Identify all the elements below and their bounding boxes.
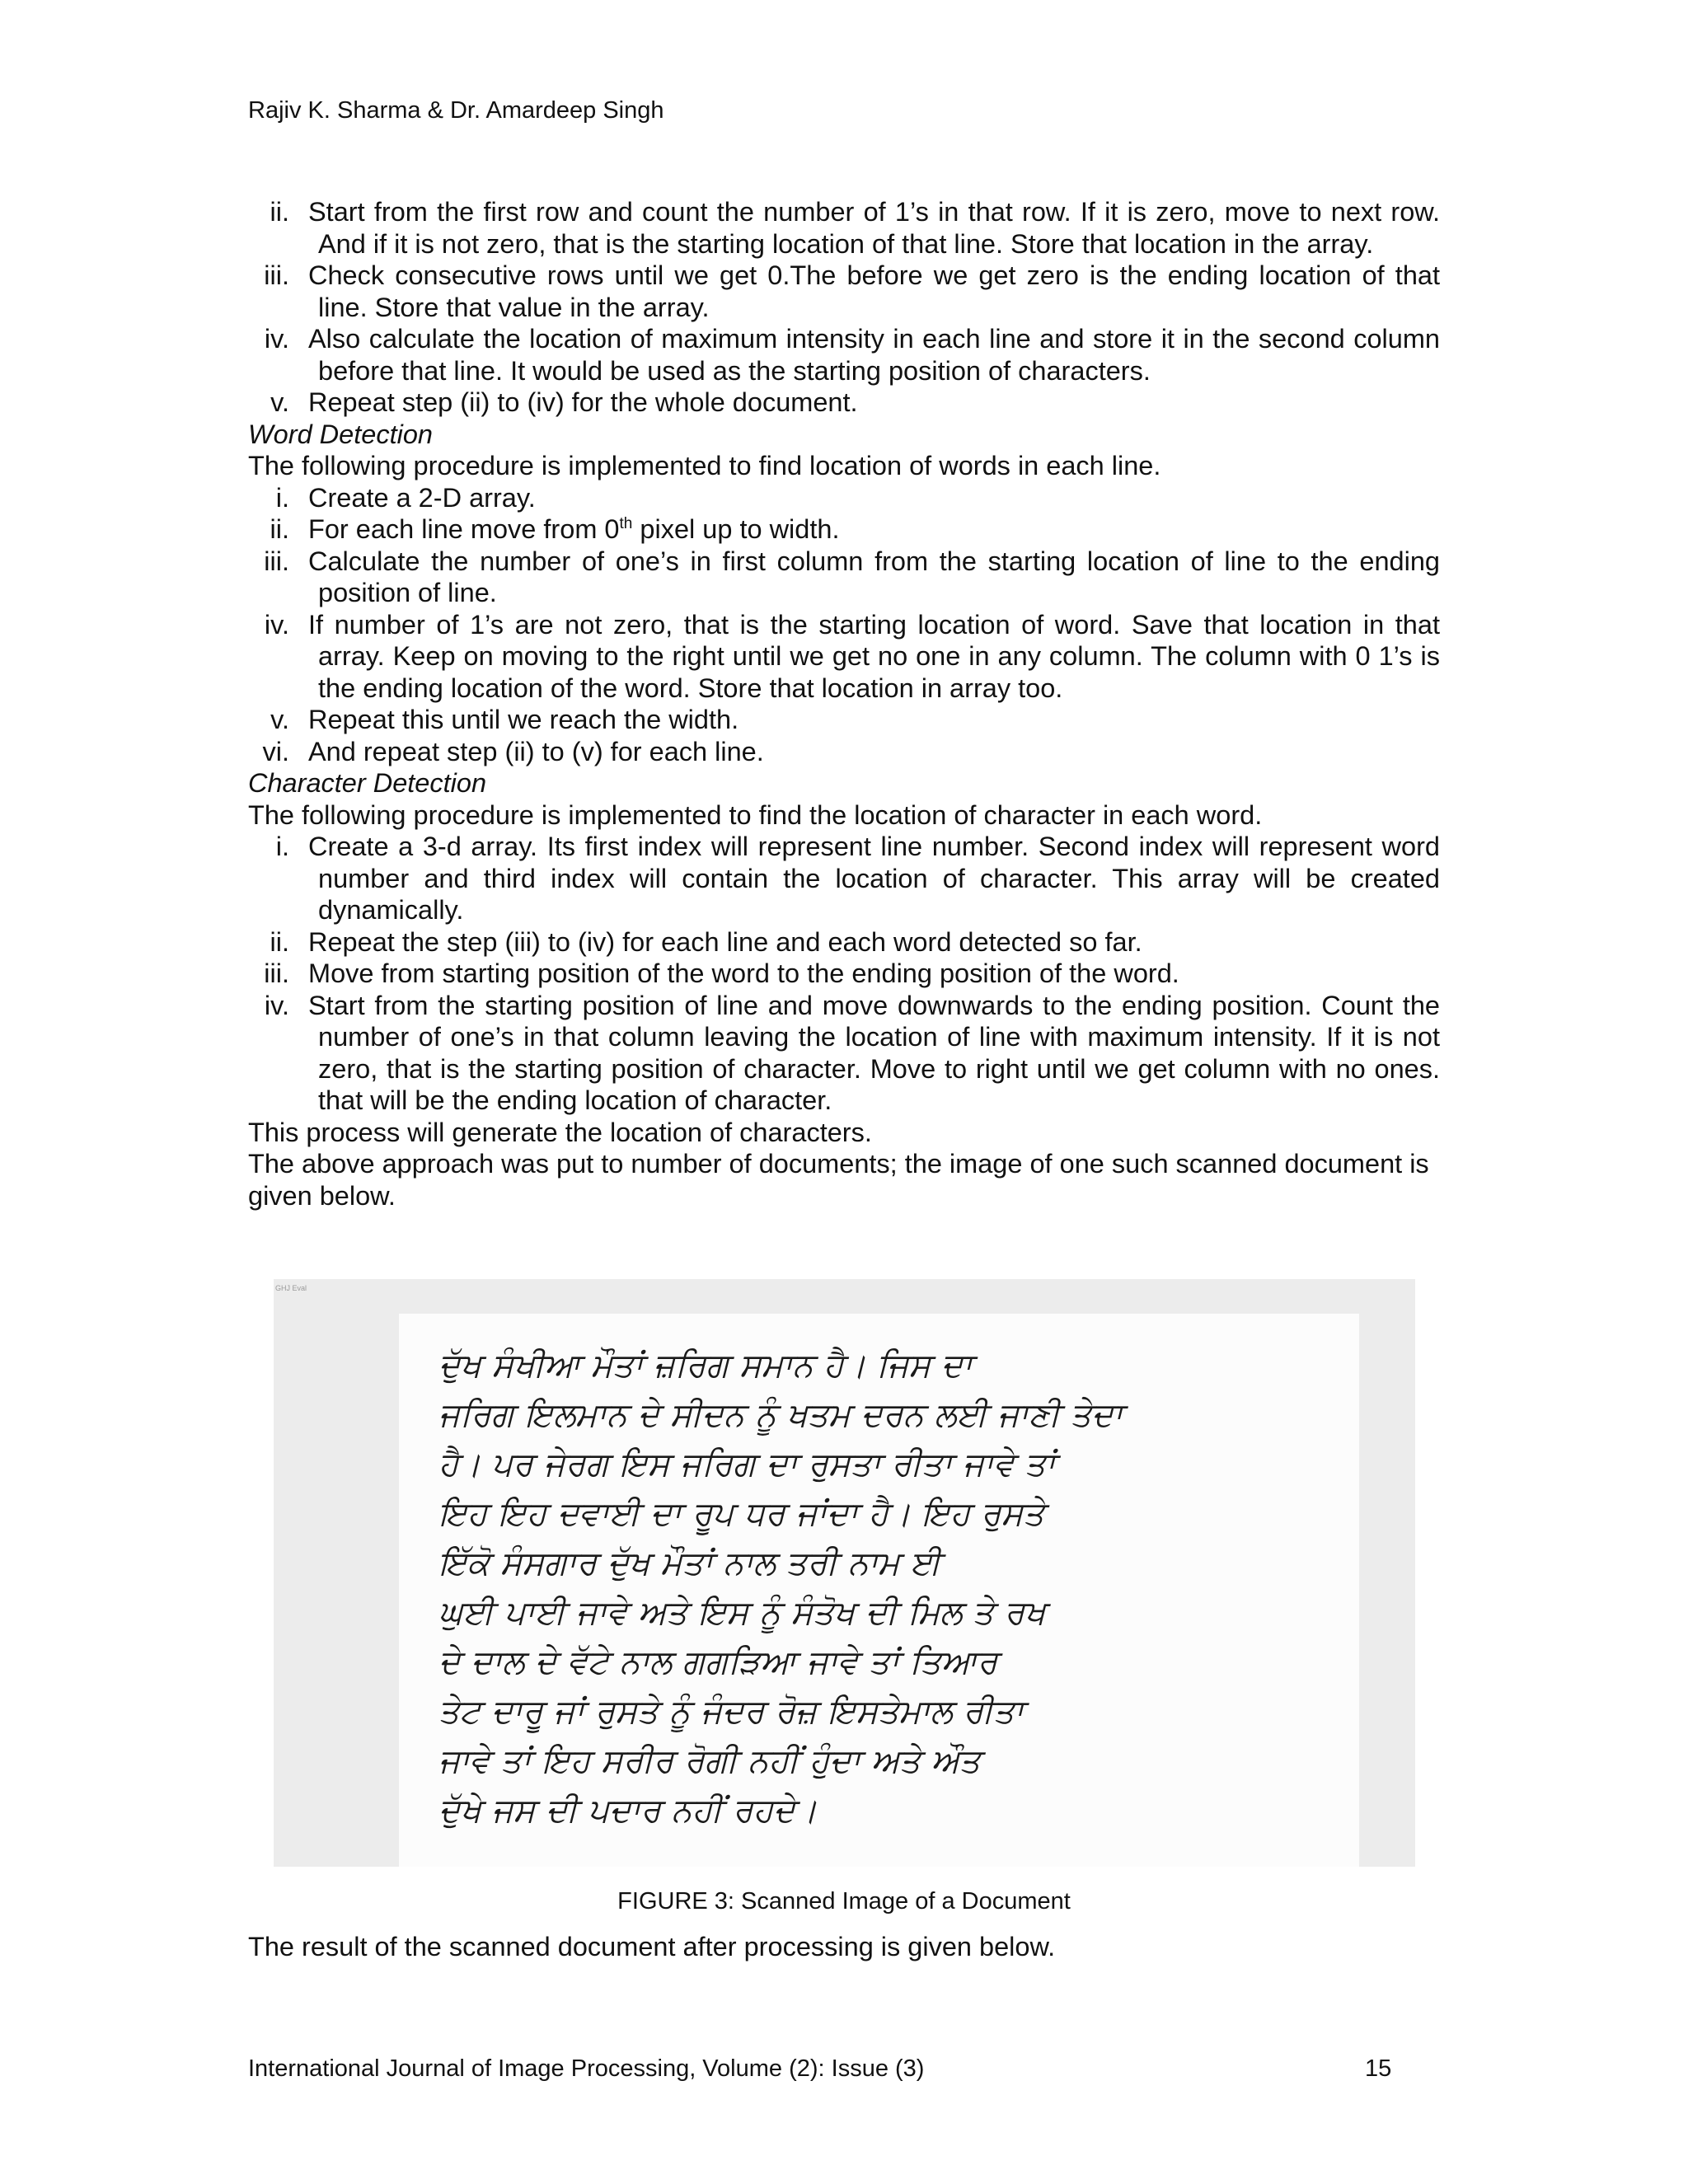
page-number: 15 [1365,2055,1392,2082]
handwritten-line: ਦੇ ਦਾਲ ਦੇ ਵੱਟੇ ਨਾਲ ਗਗੜਿਆ ਜਾਵੇ ਤਾਂ ਤਿਆਰ [438,1643,998,1681]
handwritten-line: ਇੱਕੋ ਸੰਸਗਾਰ ਦੁੱਖ ਮੌਤਾਂ ਨਾਲ ਤਰੀ ਨਾਮ ਈ [438,1544,941,1582]
running-header: Rajiv K. Sharma & Dr. Amardeep Singh [248,97,664,124]
handwritten-line: ਦੁੱਖੇ ਜਸ ਦੀ ਪਦਾਰ ਨਹੀਂ ਰਹਦੇ। [438,1792,818,1830]
item-number: iii. [264,546,289,576]
item-text: Check consecutive rows until we get 0.The before we get zero is the ending location of that line. Store that value in the array. [308,260,1440,322]
item-text: Create a 3-d array. Its first index will represent line number. Second index will represent word number and third index will contain the location of character. This array will be created dynamically. [308,832,1440,925]
item-number: iv. [264,609,289,640]
list-item [248,990,1440,1117]
list-item [248,704,1440,736]
figure-caption: FIGURE 3: Scanned Image of a Document [617,1888,1071,1915]
list-item [248,482,1440,514]
paragraph: The following procedure is implemented to find the location of character in each word. [248,799,1263,830]
item-text-part: pixel up to width. [632,514,840,544]
list-item [248,260,1440,323]
superscript: th [619,515,633,533]
list-item [248,831,1440,926]
paragraph: This process will generate the location of characters. [248,1117,872,1147]
scanned-document-figure [274,1279,1415,1867]
item-text: And repeat step (ii) to (v) for each line. [308,736,764,766]
item-number: ii. [270,926,289,957]
item-text: Start from the first row and count the number of 1’s in that row. If it is zero, move to next row. And if it is not zero, that is the starting location of that line. Store that location in the array. [308,197,1440,259]
handwritten-line: ਤੇਟ ਦਾਰੂ ਜਾਂ ਰੁਸਤੇ ਨੂੰ ਜੰਦਰ ਰੋਜ਼ ਇਸਤੇਮਾਲ ਰੀਤਾ [438,1693,1025,1731]
section-heading-character-detection: Character Detection [248,768,487,798]
item-text: If number of 1’s are not zero, that is the starting location of word. Save that location in that array. Keep on moving to the right until we get no one in any column. The column with 0 1’s is the ending location of the word. Store that location in array too. [308,609,1440,703]
item-text: Calculate the number of one’s in first column from the starting location of line to the ending position of line. [308,546,1440,607]
item-number: i. [275,482,289,513]
item-text: Repeat the step (iii) to (iv) for each line and each word detected so far. [308,926,1142,957]
handwriting-layer [274,1279,1415,1867]
item-number: ii. [270,197,289,227]
item-number: iii. [264,958,289,988]
handwritten-line: ਘੁਈ ਪਾਈ ਜਾਵੇ ਅਤੇ ਇਸ ਨੂੰ ਸੰਤੋਖ ਦੀ ਮਿਲ ਤੇ ਰਖ [438,1594,1046,1632]
item-number: ii. [270,514,289,544]
scanner-stamp: GHJ Eval [275,1284,307,1292]
list-item [248,387,1440,419]
item-text: Also calculate the location of maximum intensity in each line and store it in the second column before that line. It would be used as the starting position of characters. [308,324,1440,386]
paragraph: The following procedure is implemented to find location of words in each line. [248,451,1161,480]
list-item [248,323,1440,387]
item-number: iii. [264,260,289,290]
item-number: v. [270,387,289,417]
item-number: iv. [264,324,289,354]
handwritten-line: ਦੁੱਖ ਸੰਖੀਆ ਮੌਤਾਂ ਜ਼ਰਿਗ ਸਮਾਨ ਹੈ। ਜਿਸ ਦਾ [438,1347,973,1385]
list-item [248,513,1440,546]
item-number: iv. [264,990,289,1020]
list-item [248,958,1440,990]
handwritten-line: ਜਰਿਗ ਇਲਮਾਨ ਦੇ ਸੀਦਨ ਨੂੰ ਖਤਮ ਦਰਨ ਲਈ ਜਾਣੀ ਤੇਦਾ [438,1396,1123,1434]
list-item [248,546,1440,609]
handwritten-line: ਇਹ ਇਹ ਦਵਾਈ ਦਾ ਰੂਪ ਧਰ ਜਾਂਦਾ ਹੈ। ਇਹ ਰੁਸਤੇ [438,1495,1044,1533]
list-item [248,926,1440,958]
footer-journal: International Journal of Image Processing, Volume (2): Issue (3) [248,2055,925,2082]
handwritten-line: ਜਾਵੇ ਤਾਂ ਇਹ ਸਰੀਰ ਰੋਗੀ ਨਹੀਂ ਹੁੰਦਾ ਅਤੇ ਔਤ [438,1742,981,1780]
list-item [248,736,1440,768]
item-text-part: For each line move from 0 [308,514,620,544]
list-item [248,609,1440,705]
item-text [308,513,1440,546]
item-text: Repeat this until we reach the width. [308,705,739,734]
item-text: Create a 2-D array. [308,482,536,513]
list-item [248,196,1440,260]
section-heading-word-detection: Word Detection [248,419,433,449]
item-number: i. [275,832,289,861]
item-text: Move from starting position of the word to the ending position of the word. [308,958,1179,988]
item-text: Repeat step (ii) to (iv) for the whole document. [308,387,858,417]
body-text [248,196,1440,1212]
item-number: vi. [262,736,289,766]
handwritten-line: ਹੈ। ਪਰ ਜੇਰਗ ਇਸ ਜਰਿਗ ਦਾ ਰੁਸਤਾ ਰੀਤਾ ਜਾਵੇ ਤਾਂ [438,1446,1056,1483]
item-number: v. [270,705,289,734]
paragraph: The above approach was put to number of documents; the image of one such scanned document is given below. [248,1149,1429,1211]
item-text: Start from the starting position of line and move downwards to the ending position. Count the number of one’s in that column leaving the location of line with maximum intensity. If it is not zero, that is the starting position of character. Move to right until we get column with no ones. that will be the ending location of character. [308,990,1440,1115]
paragraph: The result of the scanned document after processing is given below. [248,1932,1056,1961]
